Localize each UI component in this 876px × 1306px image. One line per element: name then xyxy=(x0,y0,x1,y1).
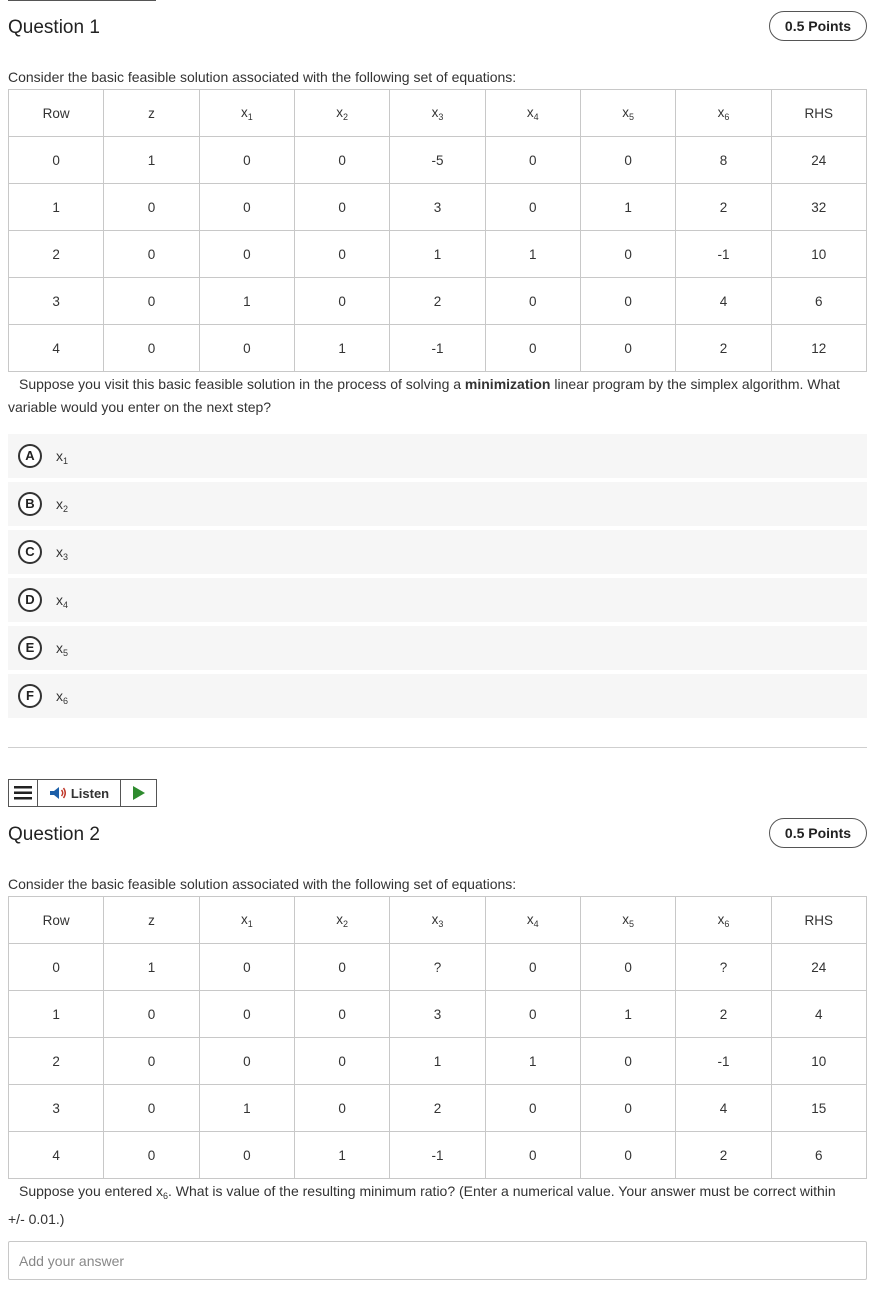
table-cell: 0 xyxy=(104,325,199,372)
speaker-icon xyxy=(49,786,67,800)
table-cell: 8 xyxy=(676,137,771,184)
table-cell: 0 xyxy=(199,231,294,278)
table-cell: 1 xyxy=(580,184,675,231)
option-letter-badge: A xyxy=(18,444,42,468)
option-label: $x_2$ xyxy=(56,496,69,514)
table-cell: 0 xyxy=(485,991,580,1038)
menu-button[interactable] xyxy=(9,780,38,806)
table-cell: 0 xyxy=(580,325,675,372)
table-cell: 6 xyxy=(771,278,866,325)
table-cell: 10 xyxy=(771,1038,866,1085)
option-label: $x_6$ xyxy=(56,688,69,706)
table-row xyxy=(9,325,867,372)
table-header-cell: RHS xyxy=(771,897,866,944)
table-cell: 2 xyxy=(676,184,771,231)
table-cell: 0 xyxy=(294,137,389,184)
table-row xyxy=(9,991,867,1038)
question-1-title: Question 1 xyxy=(8,17,100,38)
table-cell: 1 xyxy=(104,137,199,184)
option-label: $x_5$ xyxy=(56,640,69,658)
table-cell: 0 xyxy=(580,1132,675,1179)
table-cell: 24 xyxy=(771,137,866,184)
table-header-cell: Row xyxy=(9,90,104,137)
table-cell: 1 xyxy=(580,991,675,1038)
table-cell: 3 xyxy=(9,278,104,325)
table-cell: 2 xyxy=(676,991,771,1038)
play-button[interactable] xyxy=(121,780,156,806)
table-cell: ? xyxy=(390,944,485,991)
question-1-header xyxy=(8,11,867,51)
top-divider xyxy=(8,0,156,1)
table-cell: 2 xyxy=(9,231,104,278)
table-cell: 0 xyxy=(9,944,104,991)
table-cell: 1 xyxy=(485,231,580,278)
table-cell: 0 xyxy=(580,1038,675,1085)
table-row xyxy=(9,278,867,325)
answer-option-f[interactable] xyxy=(8,674,867,718)
table-row xyxy=(9,944,867,991)
question-divider xyxy=(8,747,867,748)
table-cell: 0 xyxy=(9,137,104,184)
table-cell: 1 xyxy=(390,231,485,278)
table-cell: 4 xyxy=(676,1085,771,1132)
option-letter-badge: D xyxy=(18,588,42,612)
table-cell: 0 xyxy=(199,1038,294,1085)
table-header-row xyxy=(9,90,867,137)
table-row xyxy=(9,137,867,184)
question-2-prompt-text: Suppose you entered $x_6$. What is value of the resulting minimum ratio? (Enter a numerical value. Your answer must be correct within +/- 0.01.) xyxy=(8,1183,836,1227)
table-cell: -1 xyxy=(390,325,485,372)
table-cell: -1 xyxy=(676,1038,771,1085)
table-cell: 32 xyxy=(771,184,866,231)
table-header-cell: z xyxy=(104,90,199,137)
table-cell: 1 xyxy=(485,1038,580,1085)
table-cell: 4 xyxy=(676,278,771,325)
table-cell: 0 xyxy=(580,231,675,278)
table-header-cell: Row xyxy=(9,897,104,944)
table-cell: 0 xyxy=(294,1038,389,1085)
question-1-options xyxy=(8,434,867,722)
table-cell: 4 xyxy=(771,991,866,1038)
table-row xyxy=(9,184,867,231)
table-cell: 0 xyxy=(104,184,199,231)
table-cell: 0 xyxy=(104,1085,199,1132)
table-cell: 3 xyxy=(390,184,485,231)
table-cell: 1 xyxy=(9,184,104,231)
table-cell: 3 xyxy=(9,1085,104,1132)
prompt-text-start: Suppose you visit this basic feasible solution in the process of solving a xyxy=(19,376,465,392)
option-letter-badge: C xyxy=(18,540,42,564)
table-header-cell: $x_5$ xyxy=(580,90,675,137)
table-cell: 0 xyxy=(485,325,580,372)
table-cell: 15 xyxy=(771,1085,866,1132)
table-header-cell: $x_1$ xyxy=(199,897,294,944)
table-row xyxy=(9,1038,867,1085)
table-header-cell: $x_4$ xyxy=(485,897,580,944)
table-cell: 1 xyxy=(9,991,104,1038)
table-cell: 0 xyxy=(294,1085,389,1132)
table-header-cell: $x_3$ xyxy=(390,90,485,137)
table-cell: 24 xyxy=(771,944,866,991)
table-cell: 0 xyxy=(294,231,389,278)
table-header-cell: $x_3$ xyxy=(390,897,485,944)
table-cell: 10 xyxy=(771,231,866,278)
option-letter-badge: F xyxy=(18,684,42,708)
answer-option-c[interactable] xyxy=(8,530,867,574)
table-cell: 2 xyxy=(676,1132,771,1179)
question-2-tableau xyxy=(8,896,867,1179)
question-2-intro: Consider the basic feasible solution associated with the following set of equations: xyxy=(8,876,517,892)
table-header-cell: $x_2$ xyxy=(294,897,389,944)
table-header-cell: z xyxy=(104,897,199,944)
table-cell: 0 xyxy=(294,944,389,991)
table-cell: 0 xyxy=(580,944,675,991)
table-cell: 0 xyxy=(485,1132,580,1179)
table-cell: ? xyxy=(676,944,771,991)
table-cell: 0 xyxy=(485,137,580,184)
answer-option-d[interactable] xyxy=(8,578,867,622)
question-1-points-badge: 0.5 Points xyxy=(769,11,867,41)
table-cell: 0 xyxy=(294,184,389,231)
table-cell: 0 xyxy=(104,1038,199,1085)
table-header-cell: $x_6$ xyxy=(676,897,771,944)
table-header-cell: $x_4$ xyxy=(485,90,580,137)
question-2-prompt xyxy=(8,1180,848,1231)
table-header-cell: $x_5$ xyxy=(580,897,675,944)
table-row xyxy=(9,1132,867,1179)
table-cell: -5 xyxy=(390,137,485,184)
table-cell: -1 xyxy=(390,1132,485,1179)
table-cell: 1 xyxy=(199,278,294,325)
answer-option-b[interactable] xyxy=(8,482,867,526)
answer-input[interactable] xyxy=(8,1241,867,1280)
table-row xyxy=(9,231,867,278)
question-2-title: Question 2 xyxy=(8,824,100,845)
table-cell: 0 xyxy=(580,137,675,184)
table-cell: 0 xyxy=(199,325,294,372)
listen-label: Listen xyxy=(70,785,110,801)
table-cell: 12 xyxy=(771,325,866,372)
table-cell: 0 xyxy=(199,137,294,184)
table-cell: 3 xyxy=(390,991,485,1038)
table-header-cell: RHS xyxy=(771,90,866,137)
question-1-tableau xyxy=(8,89,867,372)
table-cell: -1 xyxy=(676,231,771,278)
table-cell: 1 xyxy=(104,944,199,991)
table-cell: 0 xyxy=(294,991,389,1038)
question-2-points-badge: 0.5 Points xyxy=(769,818,867,848)
table-cell: 0 xyxy=(104,278,199,325)
table-cell: 0 xyxy=(199,991,294,1038)
table-cell: 1 xyxy=(294,325,389,372)
hamburger-icon xyxy=(14,786,32,800)
table-cell: 0 xyxy=(580,1085,675,1132)
prompt-text-bold: minimization xyxy=(464,376,551,392)
question-2-header xyxy=(8,818,867,858)
option-label: $x_4$ xyxy=(56,592,69,610)
option-label: $x_3$ xyxy=(56,544,69,562)
option-label: $x_1$ xyxy=(56,448,69,466)
table-cell: 4 xyxy=(9,325,104,372)
option-letter-badge: B xyxy=(18,492,42,516)
table-cell: 0 xyxy=(104,991,199,1038)
table-header-cell: $x_6$ xyxy=(676,90,771,137)
answer-option-a[interactable] xyxy=(8,434,867,478)
table-cell: 1 xyxy=(294,1132,389,1179)
table-cell: 6 xyxy=(771,1132,866,1179)
table-cell: 0 xyxy=(485,184,580,231)
table-cell: 0 xyxy=(199,1132,294,1179)
table-cell: 0 xyxy=(104,231,199,278)
table-header-row xyxy=(9,897,867,944)
table-cell: 0 xyxy=(199,944,294,991)
table-cell: 2 xyxy=(9,1038,104,1085)
table-cell: 2 xyxy=(390,1085,485,1132)
table-cell: 2 xyxy=(676,325,771,372)
table-cell: 2 xyxy=(390,278,485,325)
table-header-cell: $x_1$ xyxy=(199,90,294,137)
table-cell: 0 xyxy=(485,944,580,991)
table-cell: 0 xyxy=(294,278,389,325)
prompt-text-end: linear program by the simplex algorithm. What variable would you enter on the next step? xyxy=(8,376,840,415)
table-cell: 0 xyxy=(580,278,675,325)
answer-option-e[interactable] xyxy=(8,626,867,670)
question-1-intro: Consider the basic feasible solution associated with the following set of equations: xyxy=(8,69,517,85)
read-aloud-toolbar xyxy=(8,779,157,807)
table-cell: 1 xyxy=(390,1038,485,1085)
table-cell: 4 xyxy=(9,1132,104,1179)
table-cell: 0 xyxy=(199,184,294,231)
table-row xyxy=(9,1085,867,1132)
table-cell: 0 xyxy=(485,1085,580,1132)
listen-button[interactable] xyxy=(38,780,121,806)
table-cell: 0 xyxy=(485,278,580,325)
table-cell: 0 xyxy=(104,1132,199,1179)
question-1-prompt xyxy=(8,373,848,419)
table-cell: 1 xyxy=(199,1085,294,1132)
play-icon xyxy=(133,786,145,800)
table-header-cell: $x_2$ xyxy=(294,90,389,137)
option-letter-badge: E xyxy=(18,636,42,660)
